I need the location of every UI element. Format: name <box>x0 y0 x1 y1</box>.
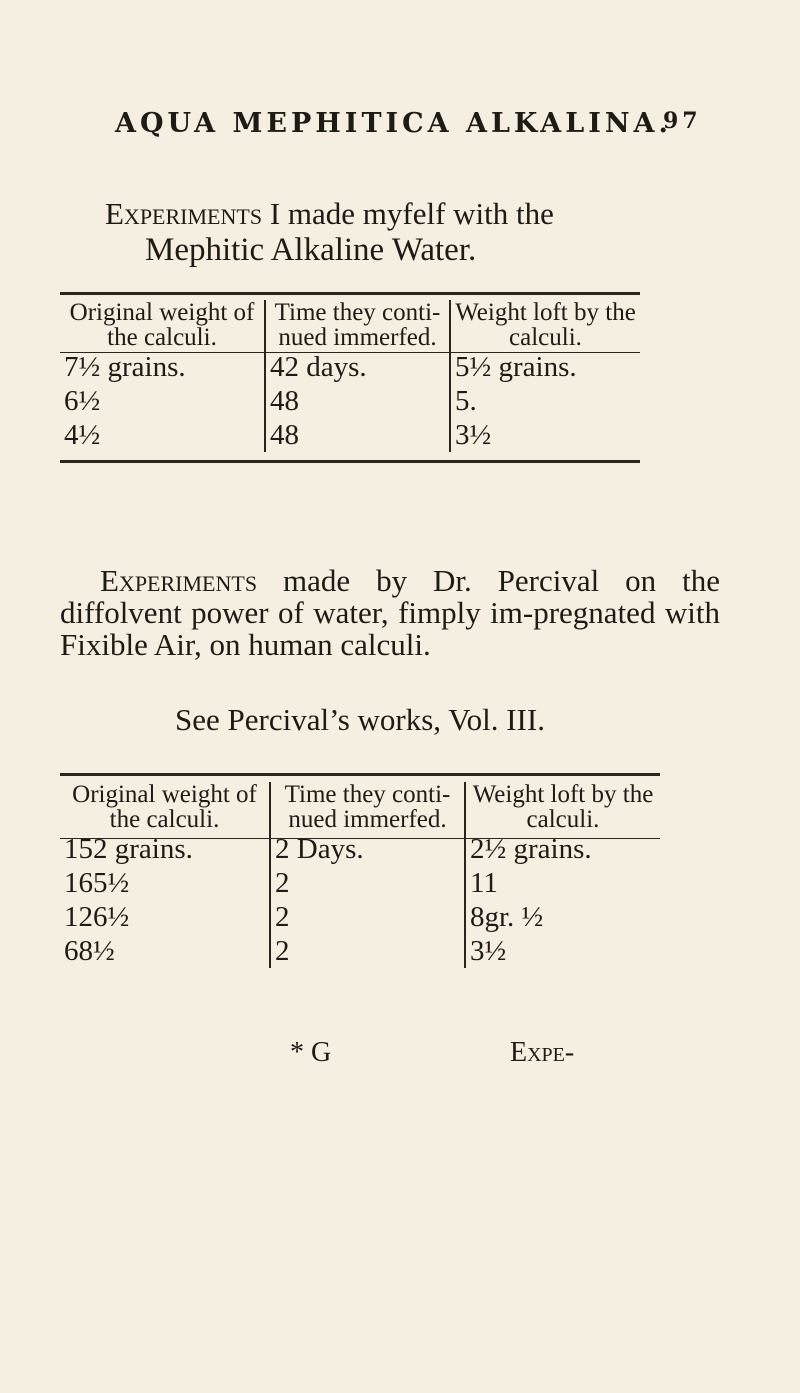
table-cell: 5½ grains. <box>450 350 640 384</box>
table2 <box>60 782 660 968</box>
catchword: Expe- <box>510 1037 575 1068</box>
table1 <box>60 300 640 452</box>
section1-heading <box>105 195 665 269</box>
table-cell: 2½ grains. <box>465 832 660 866</box>
table2-col-time-immersed: Time they conti-nued immerfed. <box>270 782 465 832</box>
section2-heading <box>60 565 720 661</box>
table-cell: 4½ <box>64 419 101 451</box>
section1-heading-line2: Mephitic Alkaline Water. <box>145 232 477 268</box>
table-row <box>60 900 660 934</box>
table2-col-original-weight: Original weight of the calculi. <box>72 781 257 833</box>
table-cell: 7½ grains. <box>64 351 186 383</box>
table-cell: 2 <box>270 866 465 900</box>
table1-bottom-rule <box>60 460 640 463</box>
table2-col-weight-lost: Weight loft by the calculi. <box>465 782 660 832</box>
table-row <box>60 418 640 452</box>
table-cell: 48 <box>265 384 450 418</box>
table-cell: 48 <box>265 418 450 452</box>
table2-header-row <box>60 782 660 832</box>
table1-top-rule <box>60 292 640 295</box>
running-head <box>115 108 702 139</box>
section1-heading-lead: Experiments <box>105 196 263 231</box>
table2-top-rule <box>60 773 660 776</box>
table1-col-time-immersed: Time they conti-nued immerfed. <box>265 300 450 350</box>
table-cell: 2 <box>270 934 465 968</box>
table-cell: 42 days. <box>265 350 450 384</box>
table1-header-row <box>60 300 640 350</box>
table1-header-rule <box>60 352 640 353</box>
table-cell: 126½ <box>64 901 130 933</box>
table-cell: 2 <box>270 900 465 934</box>
table-cell: 11 <box>465 866 660 900</box>
page-number: 97 <box>663 108 702 134</box>
signature-mark: * G <box>290 1037 332 1068</box>
table-cell: 3½ <box>450 418 640 452</box>
table-row <box>60 866 660 900</box>
section2-heading-rest: made by Dr. Percival on the diffolvent power of water, fimply im-pregnated with Fixible Air, on human calculi. <box>60 563 720 662</box>
reference-line: See Percival’s works, Vol. III. <box>175 702 545 737</box>
table-row <box>60 934 660 968</box>
table-cell: 6½ <box>64 385 101 417</box>
section2-heading-lead: Experiments <box>100 563 258 598</box>
section1-heading-rest: I made myfelf with the <box>262 196 554 231</box>
table-row <box>60 384 640 418</box>
table-cell: 165½ <box>64 867 130 899</box>
table-row <box>60 350 640 384</box>
table2-header-rule <box>60 838 660 839</box>
table-cell: 2 Days. <box>270 832 465 866</box>
table1-col-weight-lost: Weight loft by the calculi. <box>450 300 640 350</box>
table-cell: 8gr. ½ <box>465 900 660 934</box>
table1-col-original-weight: Original weight of the calculi. <box>69 299 255 351</box>
table-cell: 152 grains. <box>64 833 193 865</box>
running-head-title: AQUA MEPHITICA ALKALINA. <box>115 108 672 139</box>
table-cell: 68½ <box>64 935 115 967</box>
table-cell: 5. <box>450 384 640 418</box>
table-cell: 3½ <box>465 934 660 968</box>
